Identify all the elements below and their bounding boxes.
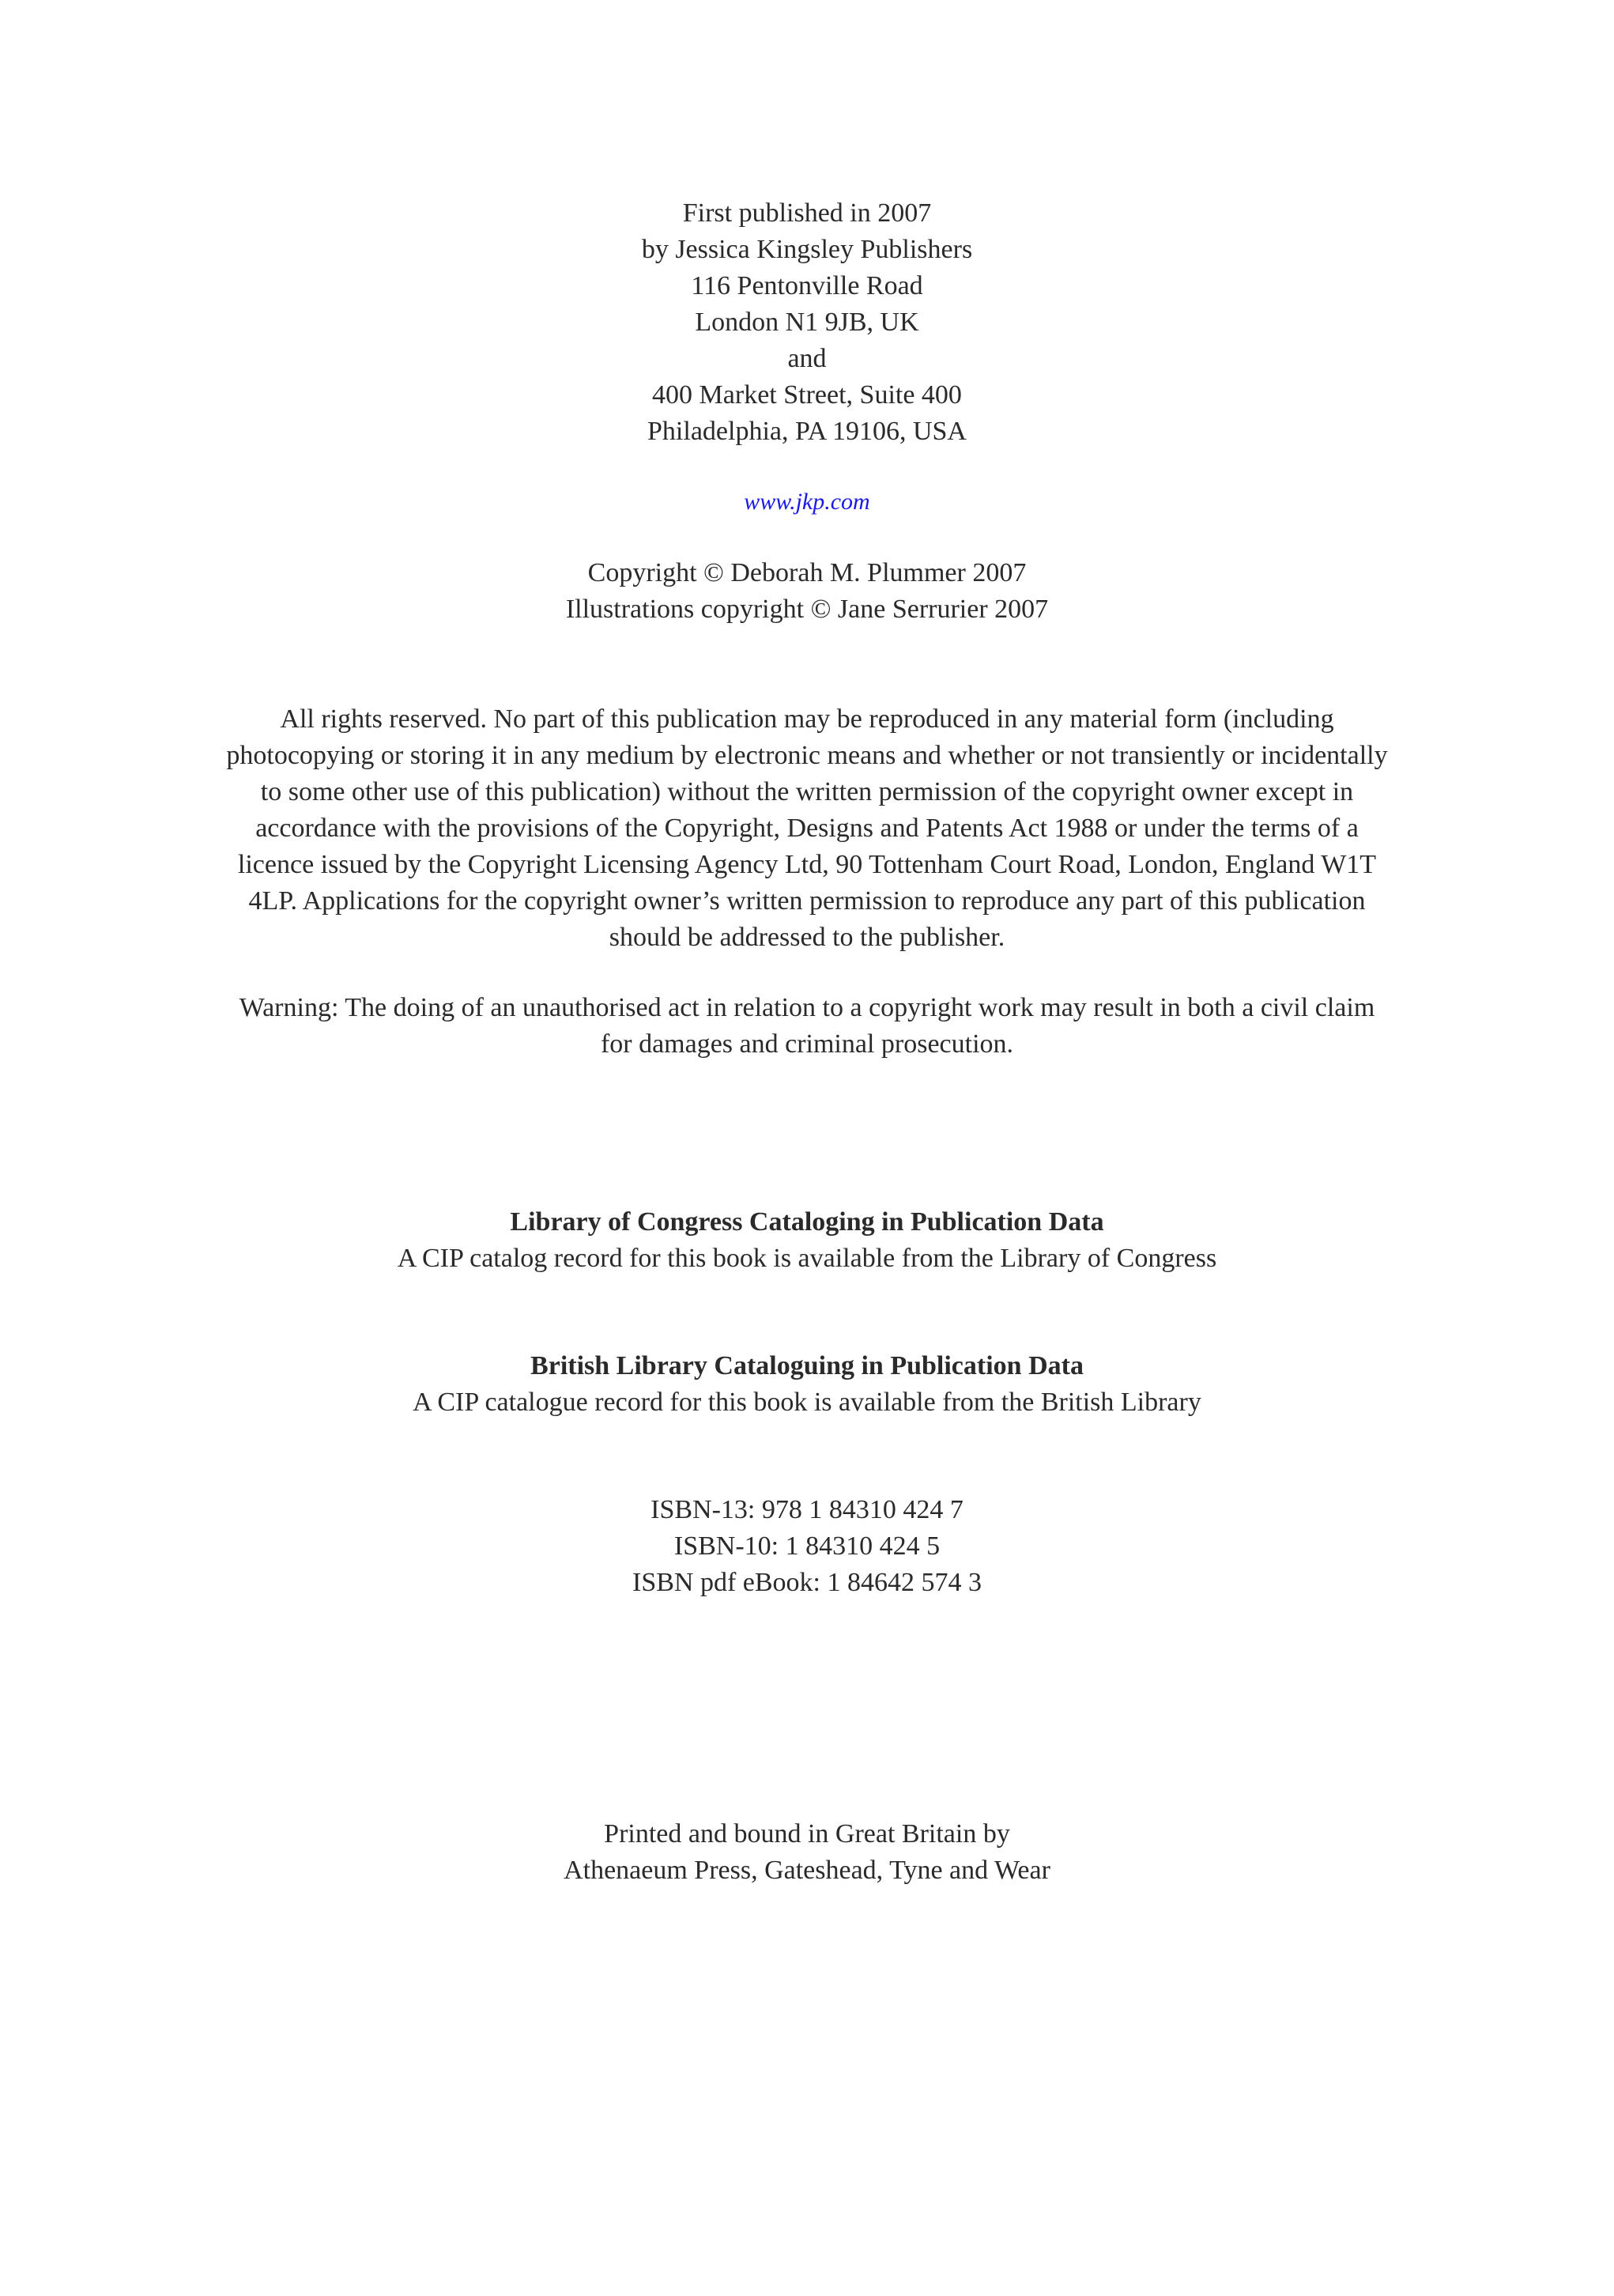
- rights-reserved-block: [175, 701, 1439, 956]
- rights-line: accordance with the provisions of the Copyright, Designs and Patents Act 1988 or under the terms of a: [255, 814, 1359, 843]
- publisher-line: First published in 2007: [682, 198, 932, 228]
- loc-cip-heading: Library of Congress Cataloging in Publication Data: [510, 1207, 1104, 1237]
- publisher-line: London N1 9JB, UK: [695, 308, 919, 337]
- rights-line: to some other use of this publication) without the written permission of the copyright owner except in: [260, 777, 1354, 806]
- website-block: [0, 484, 1614, 520]
- rights-line: All rights reserved. No part of this publication may be reproduced in any material form (including: [280, 704, 1334, 734]
- warning-line: Warning: The doing of an unauthorised act in relation to a copyright work may result in both a civil claim: [239, 993, 1375, 1022]
- isbn-line: ISBN pdf eBook: 1 84642 574 3: [632, 1568, 982, 1597]
- warning-block: [175, 990, 1439, 1063]
- rights-line: 4LP. Applications for the copyright owner’s written permission to reproduce any part of this publication: [248, 886, 1366, 916]
- printer-line: Printed and bound in Great Britain by: [604, 1819, 1010, 1849]
- isbn-block: [0, 1492, 1614, 1601]
- publisher-line: Philadelphia, PA 19106, USA: [647, 417, 967, 446]
- website-link[interactable]: www.jkp.com: [744, 489, 870, 515]
- publisher-line: and: [787, 344, 827, 373]
- bl-cip-text: A CIP catalogue record for this book is available from the British Library: [413, 1388, 1201, 1417]
- isbn-line: ISBN-10: 1 84310 424 5: [673, 1531, 941, 1561]
- publisher-line: by Jessica Kingsley Publishers: [641, 235, 973, 264]
- publisher-address-block: [0, 195, 1614, 450]
- copyright-line: Illustrations copyright © Jane Serrurier 2007: [565, 595, 1049, 624]
- bl-cip-block: [0, 1348, 1614, 1421]
- bl-cip-heading: British Library Cataloguing in Publication Data: [530, 1351, 1084, 1380]
- copyright-line: Copyright © Deborah M. Plummer 2007: [587, 558, 1027, 587]
- rights-line: should be addressed to the publisher.: [609, 923, 1005, 952]
- printer-block: [0, 1816, 1614, 1889]
- copyright-block: [0, 555, 1614, 628]
- publisher-line: 400 Market Street, Suite 400: [652, 380, 962, 410]
- isbn-line: ISBN-13: 978 1 84310 424 7: [651, 1495, 963, 1524]
- loc-cip-block: [0, 1204, 1614, 1277]
- rights-line: photocopying or storing it in any medium by electronic means and whether or not transiently or incidentally: [226, 741, 1388, 770]
- loc-cip-text: A CIP catalog record for this book is available from the Library of Congress: [397, 1244, 1217, 1273]
- warning-line: for damages and criminal prosecution.: [600, 1029, 1014, 1059]
- publisher-line: 116 Pentonville Road: [691, 271, 923, 300]
- rights-line: licence issued by the Copyright Licensing Agency Ltd, 90 Tottenham Court Road, London, England W1T: [237, 850, 1377, 879]
- printer-line: Athenaeum Press, Gateshead, Tyne and Wear: [564, 1856, 1050, 1885]
